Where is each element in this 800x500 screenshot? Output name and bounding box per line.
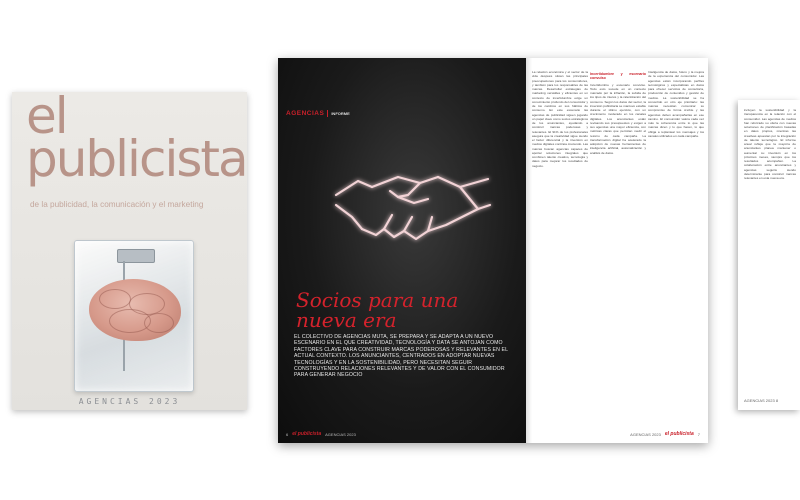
partial-page: [738, 100, 800, 410]
partial-page-number: 8: [775, 398, 779, 403]
article-headline: Socios para una nueva era: [296, 288, 459, 332]
text-column-2: [590, 70, 646, 425]
cover-image-bag: [74, 240, 194, 392]
subsection-name: INFORME: [331, 111, 350, 116]
spread-left-page: [278, 58, 526, 443]
right-folio: [630, 431, 700, 437]
text-column-3: Inteligencia de datos, futuro y la mejora de la experiencia del consumidor. Las agencias están incorporando perfiles tecnológicos y especialistas en datos para ofrecer servicios de consultoría, producción de contenidos y gestión de medios. La sostenibilidad se ha convertido en otro eje prioritario: las marcas necesitan comunicar su compromiso de forma creíble y las agencias deben acompañarlas en ese camino. El consumidor valora cada vez más la coherencia entre lo que las marcas dicen y lo que hacen, lo que obliga a replantear los mensajes y los canales utilizados en cada campaña.: [648, 70, 704, 138]
magazine-spread: [278, 58, 708, 443]
cover-issue-label: AGENCIAS 2023: [78, 397, 181, 406]
cover-tagline: de la publicidad, la comunicación y el marketing: [30, 200, 204, 209]
text-column-1: La relación económica y el sector de la vida después sitúan las principales preocupaciones para los consumidores, y también para los responsables de las marcas. Desarrollar estrategias de marketing versátiles y eficientes en un contexto de incertidumbre exige un conocimiento profundo del consumidor y de los cambios en sus hábitos de consumo. En este escenario las agencias de publicidad siguen jugando un papel clave como socios estratégicos de los anunciantes, ayudando a construir marcas poderosas y relevantes. El 91% de los profesionales asegura que la creatividad sigue siendo el factor diferencial y la inversión en medios digitales continúa creciendo. Las marcas buscan agencias capaces de aportar soluciones integrales que combinen talento creativo, tecnología y datos para mejorar los resultados de negocio.: [532, 70, 588, 168]
partial-page-text: incluyen la sostenibilidad y la transparencia en la relación con el consumidor. Las agencias de medios han reforzado su oferta con nuevas soluciones de planificación basadas en datos propios, mientras las creativas apuestan por la integración de talento tecnológico. El informe anual refleja que la mayoría de anunciantes planea mantener o aumentar su inversión en los próximos meses, siempre que los resultados acompañen. La colaboración entre anunciantes y agencias seguirá siendo determinante para construir marcas relevantes en esta nueva era.: [744, 108, 796, 180]
article-deck: EL COLECTIVO DE AGENCIAS MUTA, SE PREPARA Y SE ADAPTA A UN NUEVO ESCENARIO EN EL QUE CREATIVIDAD, TECNOLOGÍA Y DATA SE ANTOJAN COMO FACTORES CLAVE PARA CONSTRUIR MARCAS PODEROSAS Y RELEVANTES EN EL ACTUAL CONTEXTO. LOS ANUNCIANTES, CENTRADOS EN ADOPTAR NUEVAS TECNOLOGÍAS Y EN LA SOSTENIBILIDAD, PERO NECESITAN SEGUIR CONSTRUYENDO RELACIONES RELEVANTES Y DE VALOR CON EL CONSUMIDOR PARA GENERAR NEGOCIO: [294, 334, 508, 379]
folio-logo-right: el publicista: [664, 431, 694, 437]
article-subhead: Incertidumbre y escenario convulso: [590, 72, 646, 81]
brain-image: [89, 279, 181, 341]
text-column-2-body: Incertidumbre y escenario convulso. Todo esto sucede en un contexto marcado por la inflación, la subida de los tipos de interés y la ralentización del consumo. Según los datos del sector, la inversión publicitaria se mantuvo estable durante el último ejercicio, con un crecimiento moderado en los canales digitales. Los anunciantes están revisando sus presupuestos y exigen a sus agencias una mayor eficiencia, con métricas claras que permitan medir el retorno de cada campaña. La transformación digital ha acelerado la adopción de nuevas herramientas de inteligencia artificial, automatización y análisis de datos.: [590, 82, 646, 155]
folio-logo: el publicista: [292, 431, 322, 437]
partial-page-folio: [744, 398, 778, 403]
masthead-line-2: publicista: [26, 130, 247, 188]
section-name: AGENCIAS: [286, 110, 325, 117]
left-page-number: 6: [286, 431, 289, 437]
magazine-cover: [12, 92, 247, 410]
left-folio: [286, 431, 356, 437]
right-folio-label: AGENCIAS 2023: [630, 431, 661, 437]
masthead-line-1: el: [26, 92, 67, 145]
section-divider: [327, 110, 328, 117]
neon-handshake-icon: [328, 143, 498, 253]
partial-folio-label: AGENCIAS 2023: [744, 398, 775, 403]
left-folio-label: AGENCIAS 2023: [325, 431, 356, 437]
spread-right-page: [526, 58, 708, 443]
section-label: [286, 110, 350, 117]
masthead: [26, 92, 247, 188]
right-page-number: 7: [697, 431, 700, 437]
